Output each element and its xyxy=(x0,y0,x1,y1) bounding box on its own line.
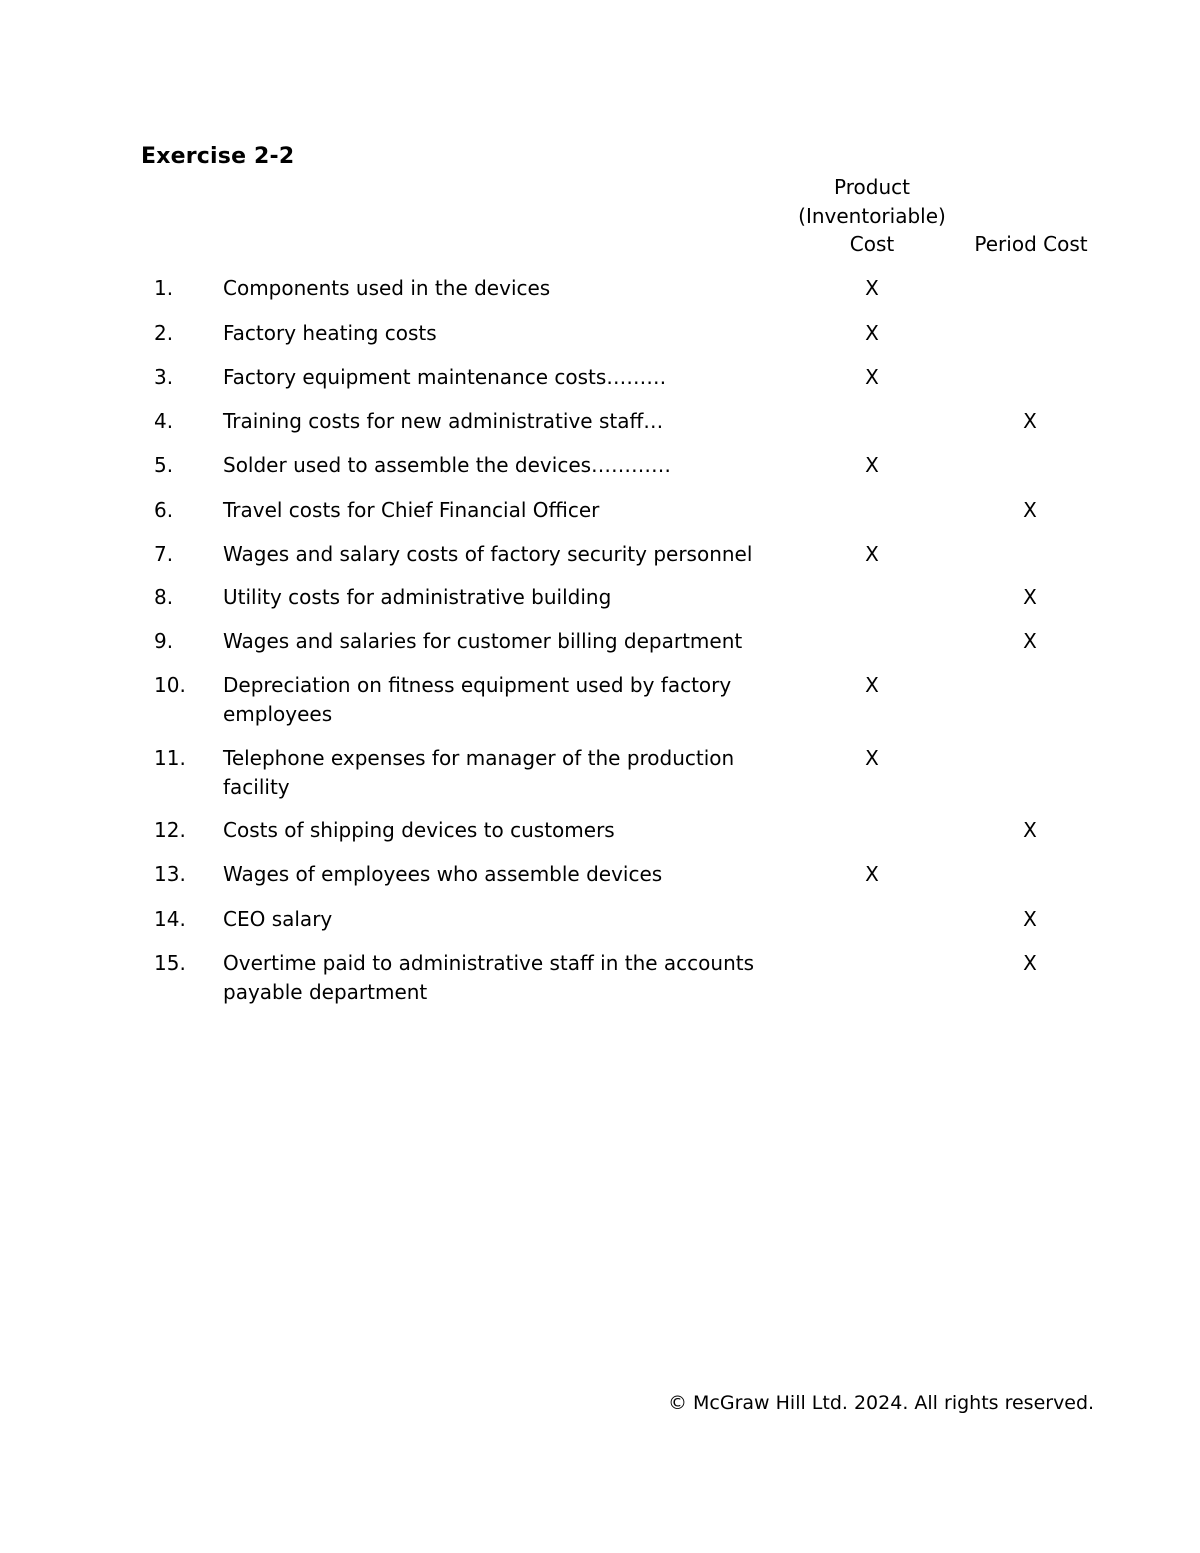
row-number: 2. xyxy=(154,321,174,345)
row-description: Costs of shipping devices to customers xyxy=(223,818,615,842)
row-number: 13. xyxy=(154,862,186,886)
product-cost-mark: X xyxy=(865,542,879,566)
row-description: Factory equipment maintenance costs……… xyxy=(223,365,667,389)
row-number: 8. xyxy=(154,585,174,609)
row-description: Wages of employees who assemble devices xyxy=(223,862,663,886)
row-number: 7. xyxy=(154,542,174,566)
product-cost-mark: X xyxy=(865,746,879,770)
product-header-line-3: Cost xyxy=(849,232,895,256)
exercise-title: Exercise 2-2 xyxy=(141,144,295,169)
copyright-footer: © McGraw Hill Ltd. 2024. All rights reserved. xyxy=(668,1392,1095,1414)
product-cost-mark: X xyxy=(865,862,879,886)
row-number: 5. xyxy=(154,453,174,477)
row-number: 9. xyxy=(154,629,174,653)
row-number: 1. xyxy=(154,276,174,300)
period-cost-mark: X xyxy=(1023,409,1037,433)
period-cost-column-header: Period Cost xyxy=(974,232,1088,256)
row-description: Wages and salaries for customer billing department xyxy=(223,629,743,653)
row-number: 4. xyxy=(154,409,174,433)
product-cost-mark: X xyxy=(865,453,879,477)
period-cost-mark: X xyxy=(1023,951,1037,975)
product-cost-mark: X xyxy=(865,365,879,389)
period-cost-mark: X xyxy=(1023,818,1037,842)
row-description: Depreciation on fitness equipment used by factory employees xyxy=(223,673,732,726)
row-description: Components used in the devices xyxy=(223,276,551,300)
row-description: Wages and salary costs of factory security personnel xyxy=(223,542,753,566)
period-cost-mark: X xyxy=(1023,907,1037,931)
row-description: Overtime paid to administrative staff in the accounts payable department xyxy=(223,951,755,1004)
row-number: 3. xyxy=(154,365,174,389)
period-cost-mark: X xyxy=(1023,629,1037,653)
product-header-line-1: Product xyxy=(834,175,910,199)
row-description: Travel costs for Chief Financial Officer xyxy=(223,498,600,522)
product-cost-mark: X xyxy=(865,321,879,345)
product-cost-mark: X xyxy=(865,673,879,697)
row-number: 10. xyxy=(154,673,186,697)
row-number: 11. xyxy=(154,746,186,770)
row-description: Solder used to assemble the devices………… xyxy=(223,453,672,477)
product-header-line-2: (Inventoriable) xyxy=(798,203,946,228)
product-cost-mark: X xyxy=(865,276,879,300)
row-number: 15. xyxy=(154,951,186,975)
product-cost-column-header xyxy=(772,173,972,259)
row-number: 12. xyxy=(154,818,186,842)
row-description: Utility costs for administrative building xyxy=(223,585,612,609)
row-number: 6. xyxy=(154,498,174,522)
row-description: Training costs for new administrative staff… xyxy=(223,409,664,433)
period-cost-mark: X xyxy=(1023,585,1037,609)
row-description: Telephone expenses for manager of the production facility xyxy=(223,746,735,799)
row-description: Factory heating costs xyxy=(223,321,437,345)
period-cost-mark: X xyxy=(1023,498,1037,522)
row-number: 14. xyxy=(154,907,186,931)
row-description: CEO salary xyxy=(223,907,333,931)
